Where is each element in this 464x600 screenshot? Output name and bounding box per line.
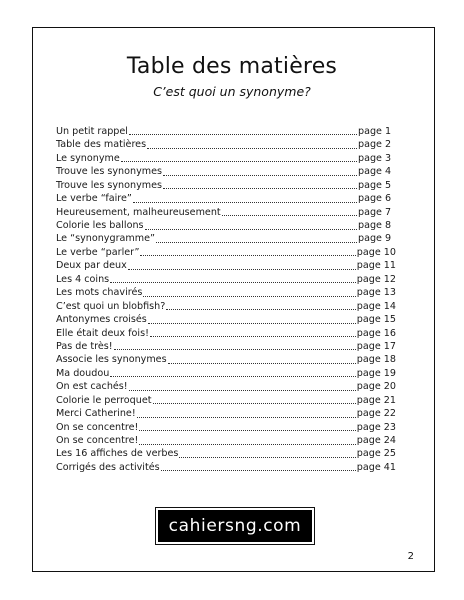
- toc-dot-leader: [140, 255, 355, 256]
- toc-entry-page: page 7: [358, 206, 392, 218]
- toc-entry: [56, 407, 396, 420]
- page-number: 2: [407, 551, 414, 562]
- toc-dot-leader: [129, 390, 356, 391]
- toc-entry-page: page 20: [356, 381, 396, 393]
- toc-entry-label: Merci Catherine!: [56, 408, 136, 420]
- toc-entry: [56, 165, 396, 178]
- toc-dot-leader: [153, 403, 356, 404]
- toc-entry-label: Les 16 affiches de verbes: [56, 448, 179, 460]
- toc-entry-page: page 25: [356, 448, 396, 460]
- toc-entry: [56, 340, 396, 353]
- toc-entry-label: Le verbe “parler”: [56, 246, 140, 258]
- toc-dot-leader: [128, 269, 356, 270]
- toc-entry-label: On est cachés!: [56, 381, 128, 393]
- toc-dot-leader: [161, 470, 356, 471]
- website-logo: [155, 507, 315, 545]
- toc-dot-leader: [147, 148, 357, 149]
- toc-entry-page: page 4: [358, 166, 392, 178]
- toc-entry-page: page 8: [358, 220, 392, 232]
- toc-entry: [56, 434, 396, 447]
- toc-entry-page: page 16: [356, 327, 396, 339]
- toc-dot-leader: [150, 336, 356, 337]
- toc-entry-page: page 17: [356, 340, 396, 352]
- toc-entry-page: page 41: [356, 461, 396, 473]
- toc-dot-leader: [163, 175, 357, 176]
- toc-dot-leader: [143, 296, 355, 297]
- toc-entry-label: Heureusement, malheureusement: [56, 206, 221, 218]
- toc-entry-label: Les 4 coins: [56, 273, 110, 285]
- page-subtitle: C’est quoi un synonyme?: [153, 84, 311, 99]
- toc-entry-page: page 10: [356, 246, 396, 258]
- toc-entry-page: page 18: [356, 354, 396, 366]
- toc-dot-leader: [179, 457, 355, 458]
- toc-entry-page: page 5: [358, 179, 392, 191]
- toc-entry-label: Le synonyme: [56, 152, 120, 164]
- toc-dot-leader: [148, 323, 356, 324]
- toc-entry-page: page 22: [356, 408, 396, 420]
- toc-dot-leader: [139, 430, 355, 431]
- toc-entry: [56, 152, 396, 165]
- toc-entry-page: page 19: [356, 367, 396, 379]
- toc-dot-leader: [114, 349, 356, 350]
- toc-entry: [56, 125, 396, 138]
- toc-entry-page: page 3: [358, 152, 392, 164]
- toc-entry-label: Corrigés des activités: [56, 461, 160, 473]
- toc-entry-label: Elle était deux fois!: [56, 327, 149, 339]
- toc-entry: [56, 327, 396, 340]
- toc-entry-page: page 14: [356, 300, 396, 312]
- toc-dot-leader: [110, 376, 355, 377]
- toc-dot-leader: [168, 363, 356, 364]
- toc-entry-page: page 11: [356, 260, 396, 272]
- toc-dot-leader: [166, 309, 355, 310]
- toc-entry: [56, 138, 396, 151]
- toc-entry-label: Ma doudou: [56, 367, 110, 379]
- toc-dot-leader: [110, 282, 356, 283]
- toc-entry: [56, 394, 396, 407]
- toc-entry: [56, 286, 396, 299]
- toc-entry-label: Trouve les synonymes: [56, 179, 163, 191]
- toc-entry-label: Associe les synonymes: [56, 354, 167, 366]
- toc-entry-page: page 15: [356, 314, 396, 326]
- table-of-contents: [56, 125, 396, 474]
- toc-entry-page: page 13: [356, 287, 396, 299]
- toc-entry: [56, 353, 396, 366]
- toc-entry-page: page 21: [356, 394, 396, 406]
- toc-entry-page: page 12: [356, 273, 396, 285]
- toc-dot-leader: [145, 229, 357, 230]
- toc-entry-label: Pas de très!: [56, 340, 113, 352]
- toc-entry-label: On se concentre!: [56, 435, 139, 447]
- toc-entry: [56, 421, 396, 434]
- toc-entry-label: Le verbe “faire”: [56, 193, 132, 205]
- toc-dot-leader: [156, 242, 357, 243]
- toc-dot-leader: [139, 444, 355, 445]
- toc-entry-label: Un petit rappel: [56, 125, 128, 137]
- toc-entry-label: Trouve les synonymes: [56, 166, 163, 178]
- toc-entry: [56, 259, 396, 272]
- toc-entry-label: Antonymes croisés: [56, 314, 147, 326]
- toc-entry-label: Deux par deux: [56, 260, 127, 272]
- toc-dot-leader: [163, 188, 357, 189]
- toc-entry-page: page 2: [358, 139, 392, 151]
- toc-entry-label: Le “synonygramme”: [56, 233, 155, 245]
- toc-entry: [56, 179, 396, 192]
- toc-entry: [56, 300, 396, 313]
- toc-entry-page: page 9: [358, 233, 392, 245]
- toc-entry: [56, 367, 396, 380]
- page-title: Table des matières: [126, 54, 338, 79]
- toc-dot-leader: [133, 202, 357, 203]
- toc-entry: [56, 206, 396, 219]
- toc-entry-page: page 6: [358, 193, 392, 205]
- toc-entry: [56, 448, 396, 461]
- toc-dot-leader: [121, 161, 357, 162]
- toc-dot-leader: [129, 134, 357, 135]
- toc-entry: [56, 192, 396, 205]
- toc-entry: [56, 219, 396, 232]
- toc-entry: [56, 380, 396, 393]
- toc-entry: [56, 246, 396, 259]
- toc-entry-label: Colorie les ballons: [56, 220, 144, 232]
- toc-entry-label: Les mots chavirés: [56, 287, 143, 299]
- toc-entry-label: Table des matières: [56, 139, 147, 151]
- toc-entry: [56, 313, 396, 326]
- toc-entry: [56, 461, 396, 474]
- toc-dot-leader: [222, 215, 357, 216]
- toc-entry-label: Colorie le perroquet: [56, 394, 152, 406]
- toc-entry-page: page 1: [358, 125, 392, 137]
- toc-entry-label: C’est quoi un blobfish?: [56, 300, 166, 312]
- toc-entry: [56, 273, 396, 286]
- toc-entry-label: On se concentre!: [56, 421, 139, 433]
- website-logo-text: cahiersng.com: [158, 510, 312, 542]
- toc-entry-page: page 23: [356, 421, 396, 433]
- toc-entry-page: page 24: [356, 435, 396, 447]
- toc-dot-leader: [137, 417, 356, 418]
- toc-entry: [56, 233, 396, 246]
